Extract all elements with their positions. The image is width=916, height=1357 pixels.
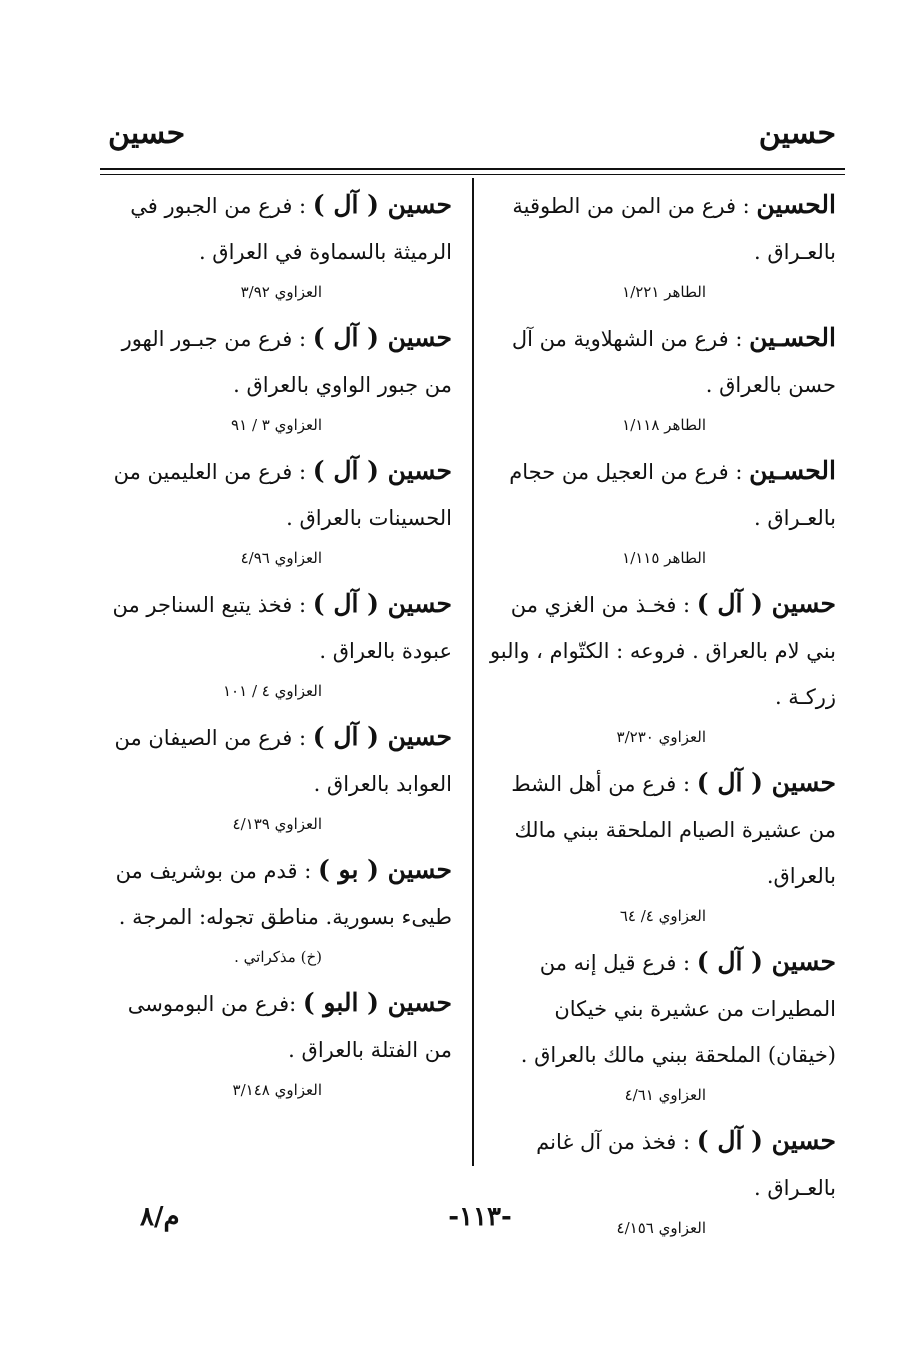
entry-definition: : قدم من بوشريف من طيىء بسورية. مناطق تجوله: المرجة . — [115, 859, 452, 929]
entry-reference: العزاوي ٣/٩٢ — [240, 283, 322, 301]
entry-headword: الحسـين — [749, 323, 836, 352]
entry-definition: : فرع قيل إنه من المطيرات من عشيرة بني خيكان (خيقان) الملحقة ببني مالك بالعراق . — [520, 951, 836, 1067]
entry-definition: : فرع من المن من الطوقية بالعـراق . — [512, 194, 836, 264]
entry-headword: حسين ( آل ) — [696, 1126, 836, 1155]
entry-headword: حسين ( البو ) — [302, 988, 452, 1017]
entry-headword: حسين ( آل ) — [312, 589, 452, 618]
entry-headword: حسين ( آل ) — [696, 768, 836, 797]
entry-definition: : فرع من الجبور في الرميثة بالسماوة في العراق . — [130, 194, 452, 264]
entry-text — [484, 315, 836, 408]
entry-definition: : فرع من الصيفان من العوابد بالعراق . — [114, 726, 452, 796]
column-right — [484, 182, 836, 1251]
entry — [484, 448, 836, 571]
entry — [484, 182, 836, 305]
entry-reference: العزاوي ٤ / ١٠١ — [223, 682, 322, 700]
entry-text — [102, 182, 452, 275]
entry-reference: (خ) مذكراتي . — [234, 948, 322, 966]
entry-text — [102, 581, 452, 674]
entry-headword: حسين ( آل ) — [696, 947, 836, 976]
entry-reference: العزاوي ٤/٩٦ — [240, 549, 322, 567]
entry-text — [484, 448, 836, 541]
entry-reference: العزاوي ٣ / ٩١ — [231, 416, 322, 434]
entry — [102, 315, 452, 438]
entry-text — [484, 581, 836, 720]
entry — [102, 714, 452, 837]
entry-headword: الحسـين — [749, 456, 836, 485]
column-divider — [472, 178, 474, 1166]
page-number: -١١٣- — [448, 1202, 512, 1232]
header-rule — [100, 168, 845, 170]
entry-headword: الحسين — [756, 190, 836, 219]
entry-headword: حسين ( آل ) — [312, 722, 452, 751]
entry-text — [102, 448, 452, 541]
entry — [102, 581, 452, 704]
entry — [484, 939, 836, 1108]
entry-reference: العزاوي ٤/١٥٦ — [616, 1219, 706, 1237]
entry-reference: الطاهر ١/١١٨ — [622, 416, 706, 434]
entry-reference: العزاوي ٤/ ٦٤ — [619, 907, 706, 925]
entry-text — [484, 760, 836, 899]
entry-definition: : فرع من العليمين من الحسينات بالعراق . — [113, 460, 452, 530]
entry — [102, 182, 452, 305]
entry-headword: حسين ( بو ) — [318, 855, 452, 884]
entry-text — [484, 1118, 836, 1211]
entry-definition: :فرع من البوموسى من الفتلة بالعراق . — [127, 992, 452, 1062]
header-rule-thin — [100, 174, 845, 175]
entry-definition: : فخذ من آل غانم بالعـراق . — [536, 1130, 836, 1200]
entry-text — [102, 714, 452, 807]
entry-definition: : فرع من جبـور الهور من جبور الواوي بالعراق . — [121, 327, 452, 397]
entry — [102, 980, 452, 1103]
entry-definition: : فخذ يتبع السناجر من عبودة بالعراق . — [112, 593, 452, 663]
entry-text — [102, 980, 452, 1073]
entry-reference: الطاهر ١/٢٢١ — [622, 283, 706, 301]
signature-mark: م/٨ — [140, 1202, 180, 1232]
entry — [102, 847, 452, 970]
entry-text — [102, 315, 452, 408]
entry-text — [102, 847, 452, 940]
entry — [484, 315, 836, 438]
entry-headword: حسين ( آل ) — [312, 190, 452, 219]
running-head-right: حسين — [758, 116, 836, 151]
entry-headword: حسين ( آل ) — [312, 323, 452, 352]
column-left — [102, 182, 452, 1113]
running-head-left: حسين — [108, 116, 186, 151]
entry-definition: : فخـذ من الغزي من بني لام بالعراق . فروعه : الكتّوام ، والبو زركـة . — [489, 593, 836, 709]
entry-definition: : فرع من أهل الشط من عشيرة الصيام الملحقة ببني مالك بالعراق. — [511, 772, 836, 888]
entry-text — [484, 182, 836, 275]
entry-reference: العزاوي ٣/٢٣٠ — [616, 728, 706, 746]
entry-text — [484, 939, 836, 1078]
entry-definition: : فرع من العجيل من حجام بالعـراق . — [509, 460, 836, 530]
entry-headword: حسين ( آل ) — [696, 589, 836, 618]
entry-headword: حسين ( آل ) — [312, 456, 452, 485]
entry — [484, 581, 836, 750]
entry-reference: العزاوي ٤/٦١ — [624, 1086, 706, 1104]
entry — [484, 760, 836, 929]
entry-reference: الطاهر ١/١١٥ — [622, 549, 706, 567]
entry — [102, 448, 452, 571]
entry-reference: العزاوي ٣/١٤٨ — [232, 1081, 322, 1099]
entry-definition: : فرع من الشهلاوية من آل حسن بالعراق . — [511, 327, 836, 397]
entry-reference: العزاوي ٤/١٣٩ — [232, 815, 322, 833]
